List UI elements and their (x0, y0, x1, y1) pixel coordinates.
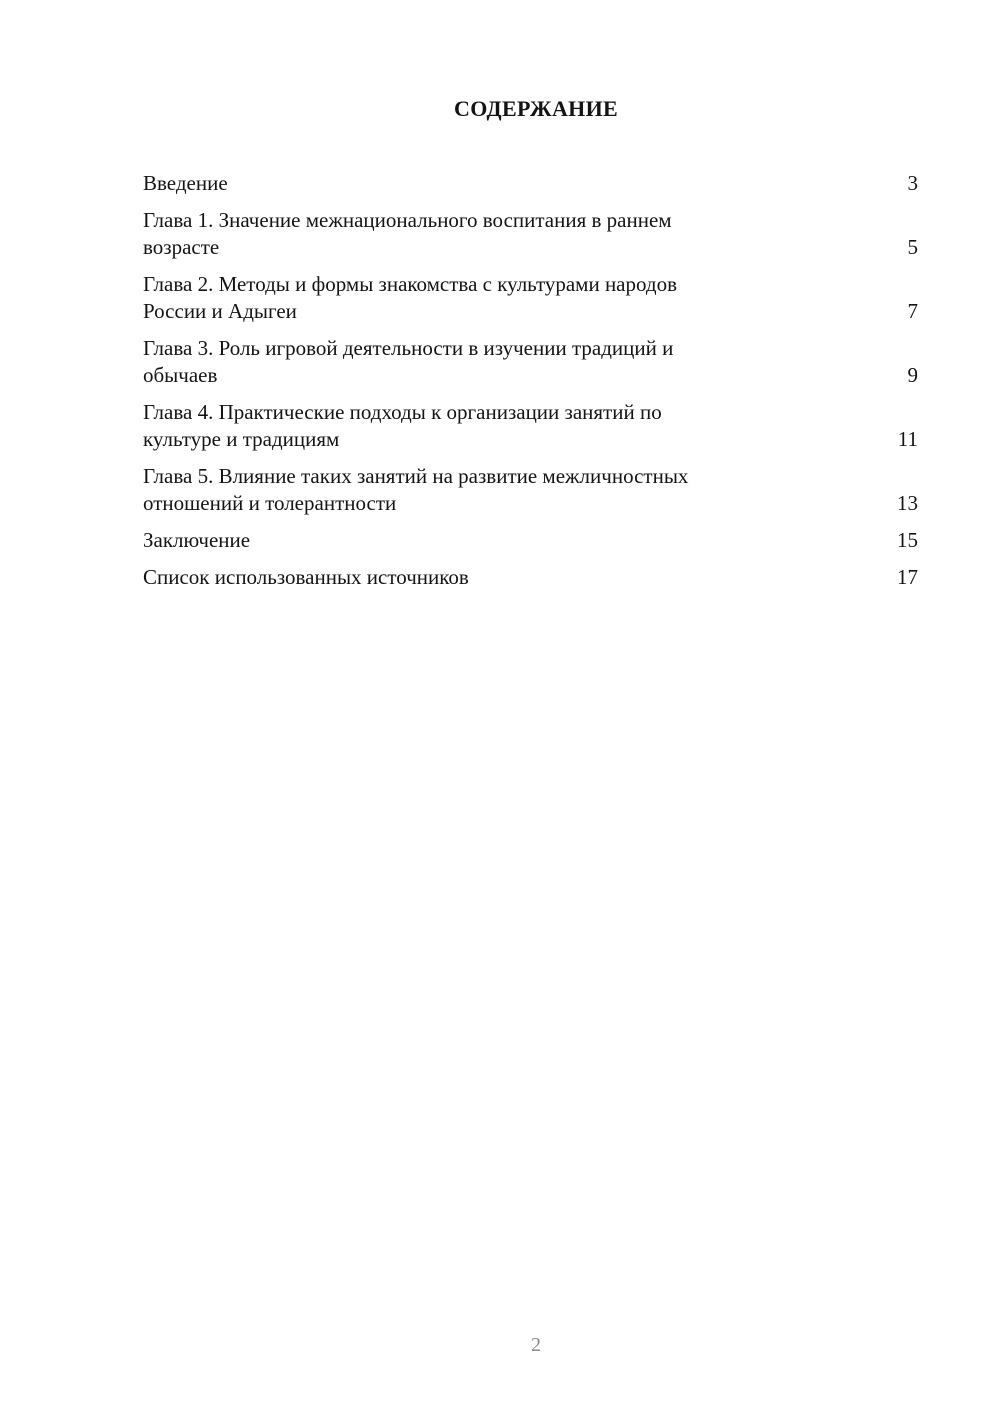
toc-entry-page: 11 (897, 427, 918, 451)
toc-entry-page: 7 (907, 299, 918, 323)
toc-entry-page: 9 (907, 363, 918, 387)
toc-entry-chapter-1 (143, 207, 918, 261)
toc-entry-chapter-3 (143, 335, 918, 389)
toc-entry-text: Глава 4. Практические подходы к организации занятий по культуре и традициям (143, 400, 662, 451)
toc-entry-page: 3 (907, 171, 918, 195)
toc-entry-page: 13 (897, 491, 918, 515)
toc-entry-page: 5 (907, 235, 918, 259)
toc-entry-text: Введение (143, 171, 228, 195)
toc-entry-text: Глава 5. Влияние таких занятий на развитие межличностных отношений и толерантности (143, 464, 689, 515)
toc-entry-introduction (143, 170, 918, 197)
toc-entry-text: Глава 2. Методы и формы знакомства с культурами народов России и Адыгеи (143, 272, 678, 323)
toc-entry-chapter-2 (143, 271, 918, 325)
page-title: СОДЕРЖАНИЕ (454, 96, 618, 121)
toc-entry-chapter-4 (143, 399, 918, 453)
toc-entry-text: Глава 3. Роль игровой деятельности в изучении традиций и обычаев (143, 336, 674, 387)
toc-entry-text: Глава 1. Значение межнационального воспитания в раннем возрасте (143, 208, 672, 259)
table-of-contents (143, 170, 918, 601)
toc-entry-references (143, 564, 918, 591)
toc-entry-page: 15 (897, 528, 918, 552)
toc-entry-page: 17 (897, 565, 918, 589)
toc-entry-text: Заключение (143, 528, 251, 552)
page-number: 2 (531, 1334, 541, 1356)
toc-entry-chapter-5 (143, 463, 918, 517)
toc-entry-text: Список использованных источников (143, 565, 469, 589)
toc-entry-conclusion (143, 527, 918, 554)
